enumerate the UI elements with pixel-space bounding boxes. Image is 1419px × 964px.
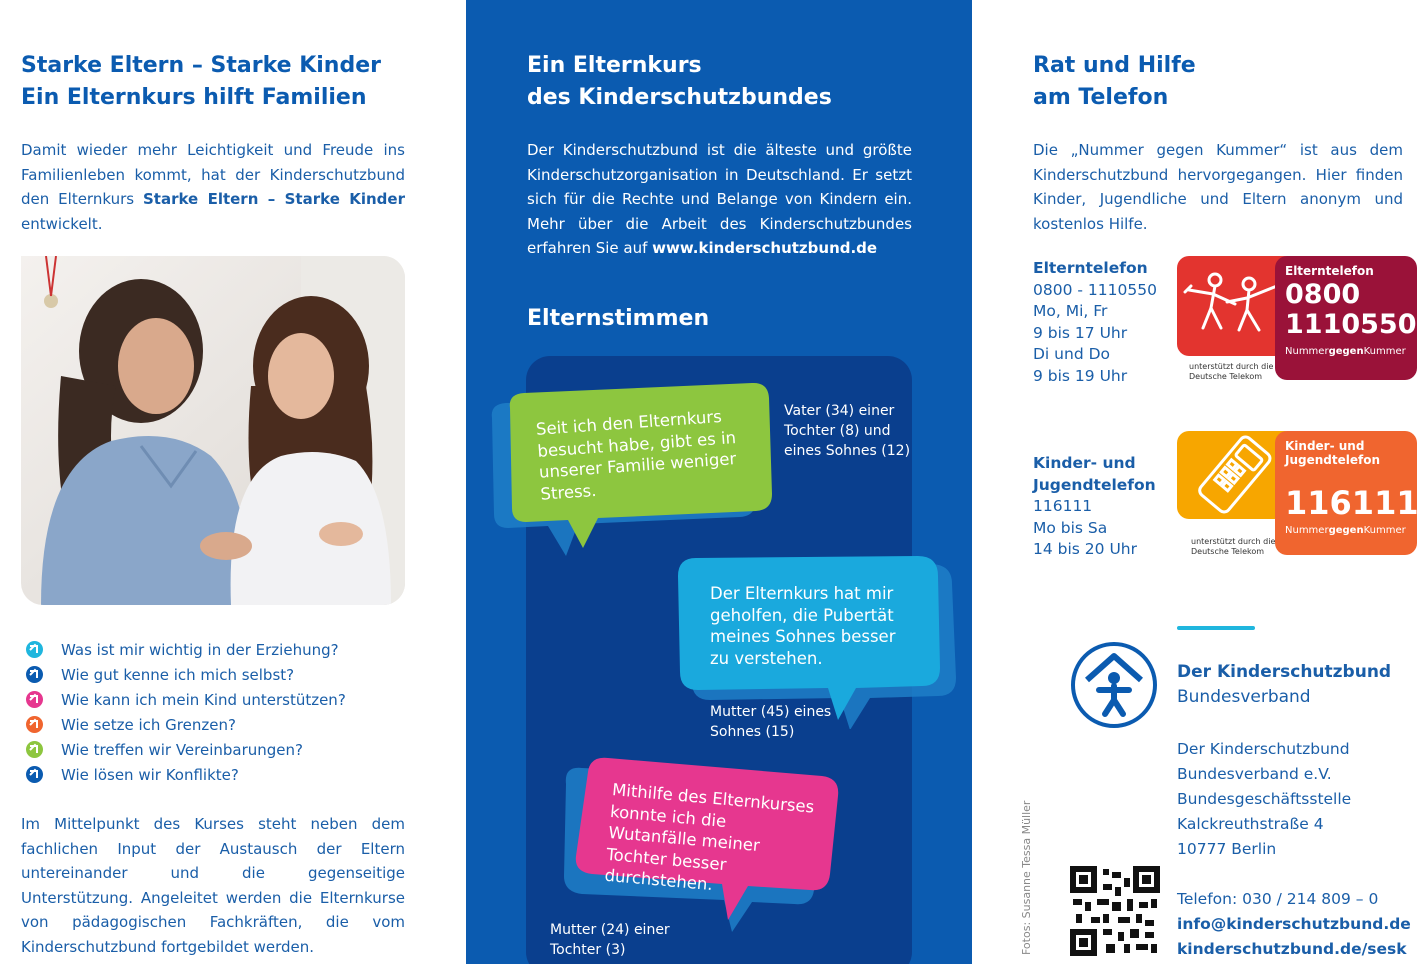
- kids-phone-number[interactable]: 116111: [1033, 497, 1093, 515]
- question-text: Wie treffen wir Vereinbarungen?: [61, 740, 303, 759]
- contact: [1177, 887, 1411, 962]
- kids-phone-info: [1033, 453, 1156, 561]
- left-title-line2: Ein Elternkurs hilft Familien: [21, 85, 367, 110]
- question-text: Wie kann ich mein Kind unterstützen?: [61, 690, 346, 709]
- left-intro-text: Damit wieder mehr Leichtigkeit und Freude ins Familienleben kommt, hat der Kinderschutzbund den Elternkurs: [21, 141, 405, 208]
- arrow-icon: [26, 766, 43, 783]
- list-item: [26, 737, 346, 762]
- left-title-line1: Starke Eltern – Starke Kinder: [21, 53, 381, 78]
- brand-c: Kummer: [1363, 525, 1406, 536]
- parents-phone-hours2: 9 bis 19 Uhr: [1033, 366, 1128, 385]
- left-outro: Im Mittelpunkt des Kurses steht neben dem fachlichen Input der Austausch der Eltern untereinander und die gegenseitige Unterstützung. Angeleitet werden die Elternkurse von pädagogischen Fachkräften, die vom Kinderschutzbund fortgebildet werden.: [21, 815, 405, 956]
- address-line: Kalckreuthstraße 4: [1177, 815, 1324, 833]
- address-line: 10777 Berlin: [1177, 840, 1277, 858]
- right-title-line2: am Telefon: [1033, 85, 1169, 110]
- parents-phone-days2: Di und Do: [1033, 345, 1111, 363]
- kids-phone-badge: [1177, 431, 1417, 559]
- middle-title-line2: des Kinderschutzbundes: [527, 85, 832, 110]
- org-name: [1177, 660, 1391, 710]
- question-text: Was ist mir wichtig in der Erziehung?: [61, 640, 339, 659]
- kids-phone-label2: Jugendtelefon: [1033, 475, 1156, 494]
- contact-phone[interactable]: Telefon: 030 / 214 809 – 0: [1177, 890, 1379, 908]
- voices-title: Elternstimmen: [527, 306, 710, 331]
- address-line: Bundesverband e.V.: [1177, 765, 1332, 783]
- right-panel: [972, 0, 1419, 964]
- photo-credit: Fotos: Susanne Tessa Müller: [1020, 800, 1033, 955]
- parents-badge-title: Elterntelefon: [1285, 264, 1374, 278]
- quote-1: Seit ich den Elternkurs besucht habe, gibt es in unserer Familie weniger Stress.: [535, 406, 737, 504]
- brand-a: Nummer: [1285, 346, 1329, 357]
- website-link[interactable]: www.kinderschutzbund.de: [652, 239, 878, 257]
- quote-3-author: Mutter (24) einer Tochter (3): [550, 922, 670, 958]
- kids-badge-brand: [1285, 525, 1407, 536]
- parents-badge-num2: 1110550: [1285, 309, 1417, 340]
- parents-phone-info: [1033, 258, 1157, 387]
- middle-title: [527, 50, 832, 114]
- voices-box: [526, 356, 912, 964]
- parents-phone-hours1: 9 bis 17 Uhr: [1033, 323, 1128, 342]
- kids-badge-panel: [1275, 431, 1417, 555]
- kids-badge-num: 116111: [1285, 484, 1419, 522]
- left-intro: [21, 138, 405, 236]
- org-name-line1: Der Kinderschutzbund: [1177, 662, 1392, 682]
- left-intro-end: entwickelt.: [21, 214, 103, 233]
- list-item: [26, 687, 346, 712]
- quote-2: Der Elternkurs hat mir geholfen, die Pubertät meines Sohnes besser zu verstehen.: [710, 584, 896, 668]
- list-item: [26, 762, 346, 787]
- right-intro: Die „Nummer gegen Kummer“ ist aus dem Kinderschutzbund hervorgegangen. Hier finden Kinder, Jugendliche und Eltern anonym und kostenlos Hilfe.: [1033, 141, 1403, 233]
- divider: [1177, 626, 1255, 630]
- parents-badge-panel: [1275, 256, 1417, 380]
- list-item: [26, 637, 346, 662]
- brand-c: Kummer: [1363, 346, 1406, 357]
- mother-daughter-photo: [21, 256, 405, 605]
- kids-phone-label1: Kinder- und: [1033, 454, 1136, 472]
- middle-intro: [527, 138, 912, 261]
- list-item: [26, 662, 346, 687]
- parents-badge-brand: [1285, 346, 1407, 357]
- parents-phone-badge: [1177, 256, 1417, 384]
- right-title: [1033, 50, 1196, 114]
- kids-sponsor: unterstützt durch die Deutsche Telekom: [1191, 537, 1276, 556]
- quote-3: Mithilfe des Elternkurses konnte ich die Wutanfälle meiner Tochter besser durchstehen.: [603, 780, 816, 895]
- kids-badge-title1: Kinder- und: [1285, 439, 1365, 453]
- question-text: Wie setze ich Grenzen?: [61, 715, 236, 734]
- brand-b: gegen: [1328, 346, 1364, 357]
- address-line: Bundesgeschäftsstelle: [1177, 790, 1352, 808]
- left-intro-bold: Starke Eltern – Starke Kinder: [142, 190, 405, 208]
- question-list: [26, 637, 346, 787]
- parents-phone-days1: Mo, Mi, Fr: [1033, 302, 1108, 320]
- arrow-icon: [26, 691, 43, 708]
- question-text: Wie lösen wir Konflikte?: [61, 765, 239, 784]
- quote-1-author: Vater (34) einer Tochter (8) und eines Sohnes (12): [784, 403, 911, 459]
- parents-phone-number[interactable]: 0800 - 1110550: [1033, 280, 1157, 299]
- quote-2-author: Mutter (45) eines Sohnes (15): [710, 704, 832, 740]
- address-line: Der Kinderschutzbund: [1177, 740, 1350, 758]
- arrow-icon: [26, 716, 43, 733]
- kids-badge-title2: Jugendtelefon: [1285, 453, 1381, 467]
- question-text: Wie gut kenne ich mich selbst?: [61, 665, 295, 684]
- arrow-icon: [26, 641, 43, 658]
- kinderschutzbund-logo-icon: [1069, 640, 1159, 730]
- contact-web-link[interactable]: kinderschutzbund.de/sesk: [1177, 940, 1407, 958]
- kids-phone-days: Mo bis Sa: [1033, 518, 1108, 537]
- middle-intro-text: Der Kinderschutzbund ist die älteste und größte Kinderschutzorganisation in Deutschland. Er setzt sich für die Rechte und Belange von Kindern ein. Mehr über die Arbeit des Kinderschutzbundes erfahren Sie auf: [527, 141, 912, 257]
- org-name-line2: Bundesverband: [1177, 687, 1311, 707]
- left-title: [21, 50, 381, 114]
- middle-panel: [466, 0, 972, 964]
- kids-phone-hours: 14 bis 20 Uhr: [1033, 540, 1137, 558]
- brand-a: Nummer: [1285, 525, 1329, 536]
- left-panel: [0, 0, 466, 964]
- parents-phone-label: Elterntelefon: [1033, 259, 1148, 277]
- arrow-icon: [26, 741, 43, 758]
- list-item: [26, 712, 346, 737]
- parents-sponsor: unterstützt durch die Deutsche Telekom: [1189, 362, 1274, 381]
- middle-title-line1: Ein Elternkurs: [527, 53, 702, 78]
- right-title-line1: Rat und Hilfe: [1033, 53, 1196, 78]
- contact-email-link[interactable]: info@kinderschutzbund.de: [1177, 915, 1411, 933]
- brand-b: gegen: [1328, 525, 1364, 536]
- address: [1177, 737, 1351, 862]
- qr-code-icon[interactable]: [1070, 866, 1160, 956]
- parents-badge-num1: 0800: [1285, 279, 1361, 310]
- arrow-icon: [26, 666, 43, 683]
